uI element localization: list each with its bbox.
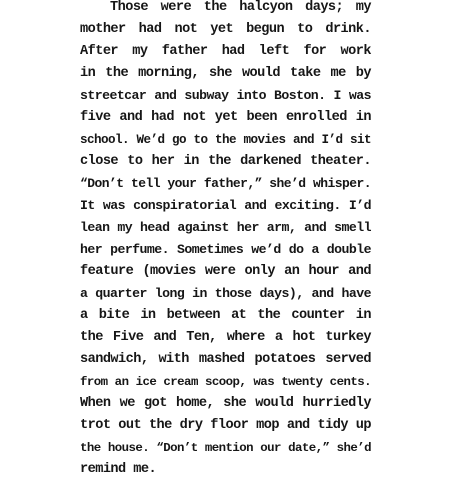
text-line: sandwich, with mashed potatoes served — [80, 352, 371, 367]
text-line: the house. “Don’t mention our date,” she’d — [80, 441, 371, 455]
text-line: remind me. — [80, 462, 157, 477]
text-line: five and had not yet been enrolled in — [80, 110, 371, 125]
text-line: in the morning, she would take me by — [80, 66, 371, 81]
text-line: After my father had left for work — [80, 44, 371, 59]
paragraph — [80, 0, 371, 481]
text-line: trot out the dry floor mop and tidy up — [80, 418, 371, 433]
text-line: feature (movies were only an hour and — [80, 264, 371, 279]
text-line: lean my head against her arm, and smell — [80, 220, 371, 235]
text-line: her perfume. Sometimes we’d do a double — [80, 242, 371, 257]
text-line: a bite in between at the counter in — [80, 308, 371, 323]
text-line: mother had not yet begun to drink. — [80, 22, 371, 37]
text-line: It was conspiratorial and exciting. I’d — [80, 198, 371, 213]
text-line: school. We’d go to the movies and I’d sit — [80, 133, 371, 147]
text-line: streetcar and subway into Boston. I was — [80, 88, 371, 103]
text-line: Those were the halcyon days; my — [110, 0, 371, 15]
text-line: close to her in the darkened theater. — [80, 154, 371, 169]
text-line: When we got home, she would hurriedly — [80, 396, 371, 411]
text-line: a quarter long in those days), and have — [80, 286, 371, 301]
text-line: “Don’t tell your father,” she’d whisper. — [80, 176, 371, 191]
text-line: from an ice cream scoop, was twenty cents. — [80, 375, 371, 389]
text-line: the Five and Ten, where a hot turkey — [80, 330, 371, 345]
